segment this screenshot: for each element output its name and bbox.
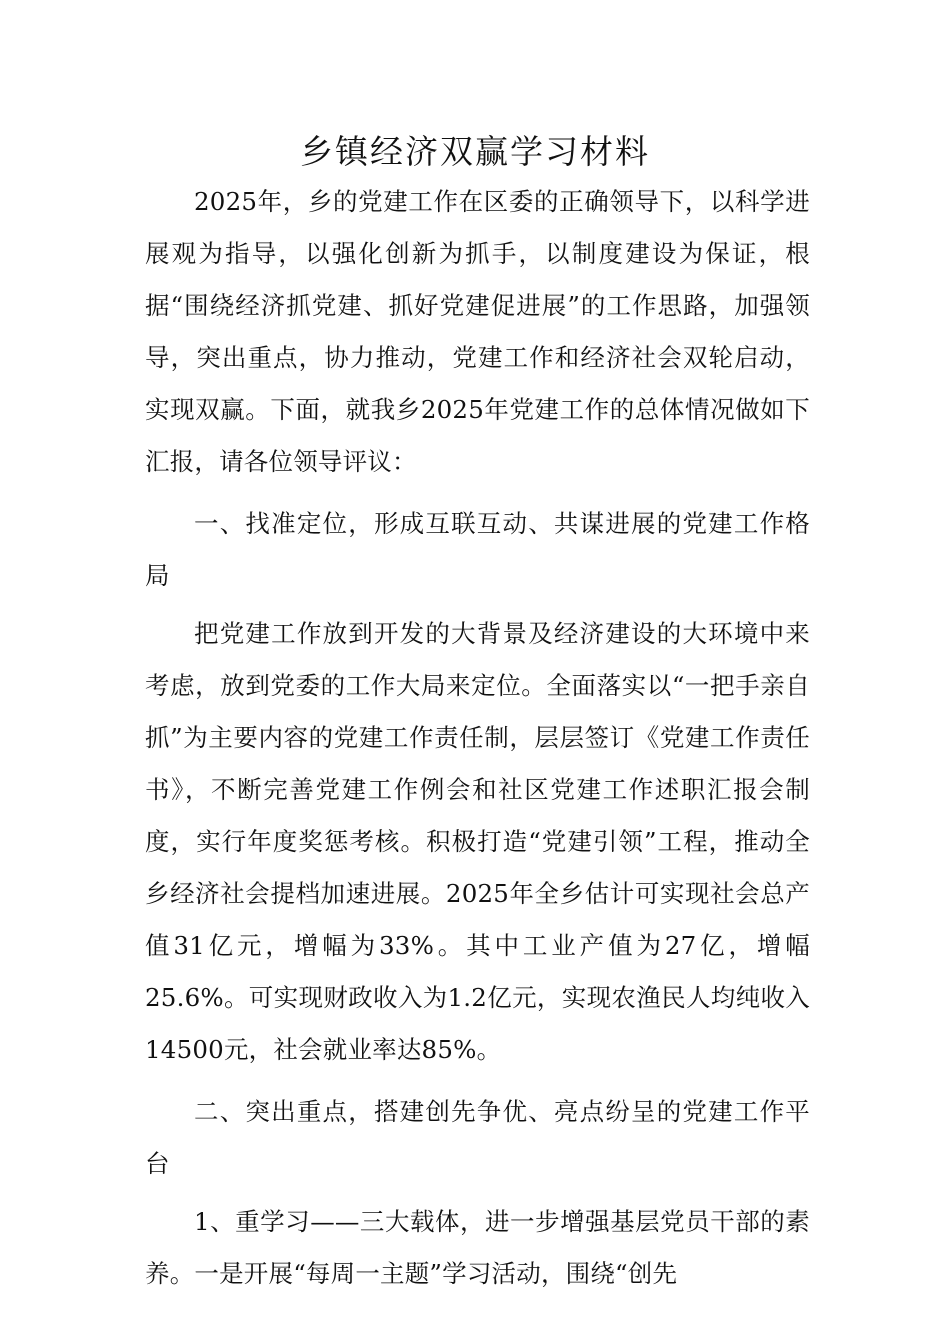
- document-title: 乡镇经济双赢学习材料: [300, 132, 650, 171]
- section-heading-2: 二、突出重点，搭建创先争优、亮点纷呈的党建工作平台: [145, 1097, 810, 1178]
- intro-paragraph: 2025年，乡的党建工作在区委的正确领导下，以科学进展观为指导，以强化创新为抓手，以制度建设为保证，根据“围绕经济抓党建、抓好党建促进展”的工作思路，加强领导，突出重点，协力推动，党建工作和经济社会双轮启动，实现双赢。下面，就我乡2025年党建工作的总体情况做如下汇报，请各位领导评议：: [145, 187, 810, 476]
- section-heading-1: 一、找准定位，形成互联互动、共谋进展的党建工作格局: [145, 509, 810, 590]
- body-paragraph-1: 把党建工作放到开发的大背景及经济建设的大环境中来考虑，放到党委的工作大局来定位。全面落实以“一把手亲自抓”为主要内容的党建工作责任制，层层签订《党建工作责任书》，不断完善党建工作例会和社区党建工作述职汇报会制度，实行年度奖惩考核。积极打造“党建引领”工程，推动全乡经济社会提档加速进展。2025年全乡估计可实现社会总产值31亿元，增幅为33%。其中工业产值为27亿，增幅25.6%。可实现财政收入为1.2亿元，实现农渔民人均纯收入14500元，社会就业率达85%。: [145, 619, 810, 1064]
- document-body: [145, 176, 810, 1300]
- body-paragraph-2: 1、重学习——三大载体，进一步增强基层党员干部的素养。一是开展“每周一主题”学习活动，围绕“创先: [145, 1207, 810, 1288]
